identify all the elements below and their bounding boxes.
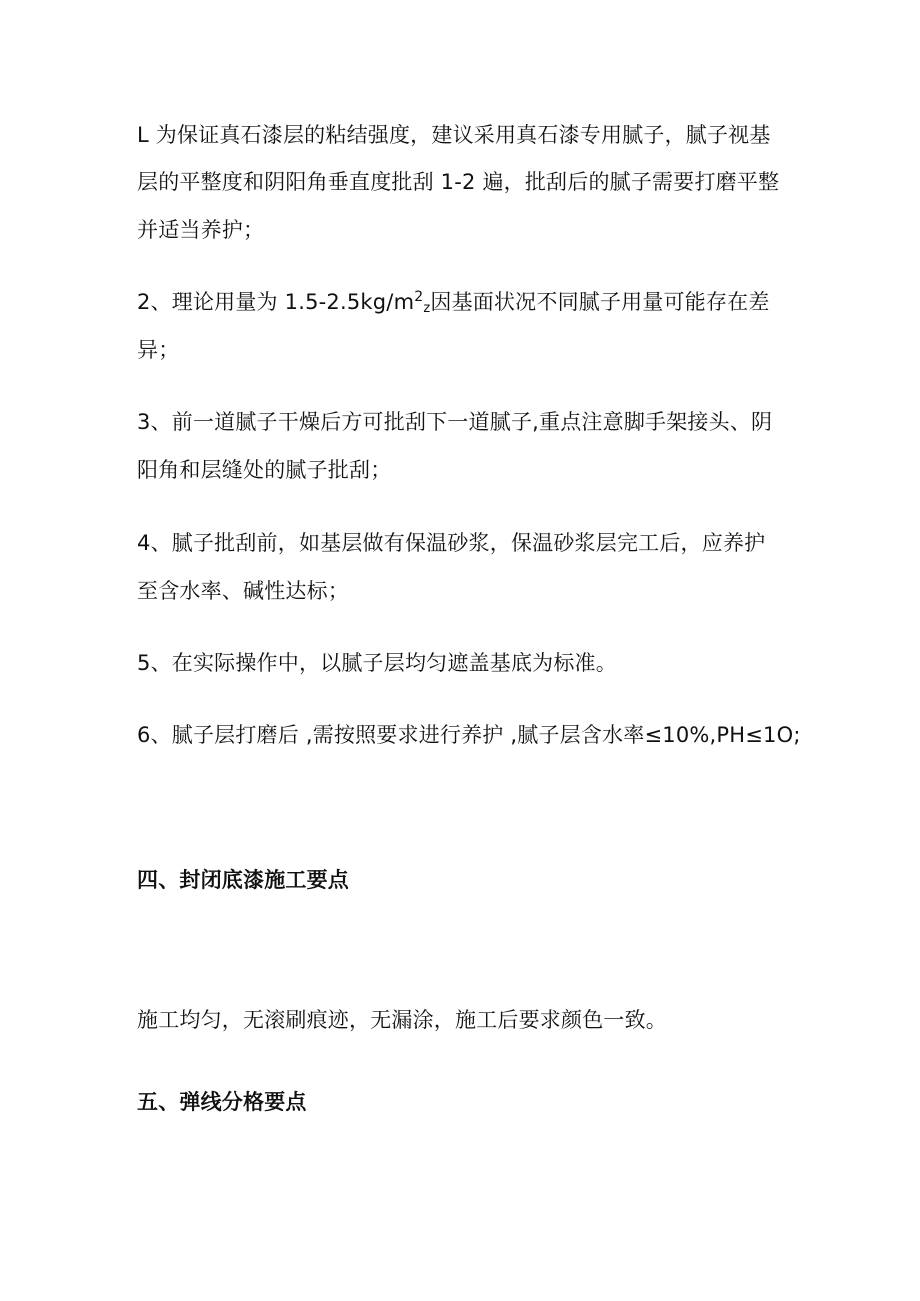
section-4-body: 施工均匀，无滚刷痕迹，无漏涂，施工后要求颜色一致。	[137, 1008, 667, 1032]
item-6-line-1: 6、腻子层打磨后 ,需按照要求进行养护 ,腻子层含水率≤10%,PH≤1O;	[137, 723, 801, 747]
item-4-line-1: 4、腻子批刮前，如基层做有保温砂浆，保温砂浆层完工后，应养护	[137, 531, 766, 555]
item-2-line-1	[137, 290, 770, 314]
section-4-heading: 四、封闭底漆施工要点	[137, 868, 349, 892]
item-1-line-3: 并适当养护；	[137, 218, 265, 242]
item-1-line-1: L 为保证真石漆层的粘结强度，建议采用真石漆专用腻子，腻子视基	[137, 123, 771, 147]
item-2-lead: 2、理论用量为 1.5-2.5kg/m	[137, 290, 415, 314]
item-1-line-2: 层的平整度和阴阳角垂直度批刮 1-2 遍，批刮后的腻子需要打磨平整	[137, 170, 780, 194]
item-5-line-1: 5、在实际操作中，以腻子层均匀遮盖基底为标准。	[137, 651, 617, 675]
item-2-subscript: z	[423, 301, 431, 316]
item-3-line-2: 阳角和层缝处的腻子批刮；	[137, 458, 392, 482]
item-2-tail: 因基面状况不同腻子用量可能存在差	[430, 290, 770, 314]
item-3-line-1: 3、前一道腻子干燥后方可批刮下一道腻子,重点注意脚手架接头、阴	[137, 410, 773, 434]
section-5-heading: 五、弹线分格要点	[137, 1090, 307, 1114]
item-2-superscript: 2	[414, 289, 424, 305]
item-4-line-2: 至含水率、碱性达标；	[137, 579, 349, 603]
item-2-line-2: 异；	[137, 338, 180, 362]
